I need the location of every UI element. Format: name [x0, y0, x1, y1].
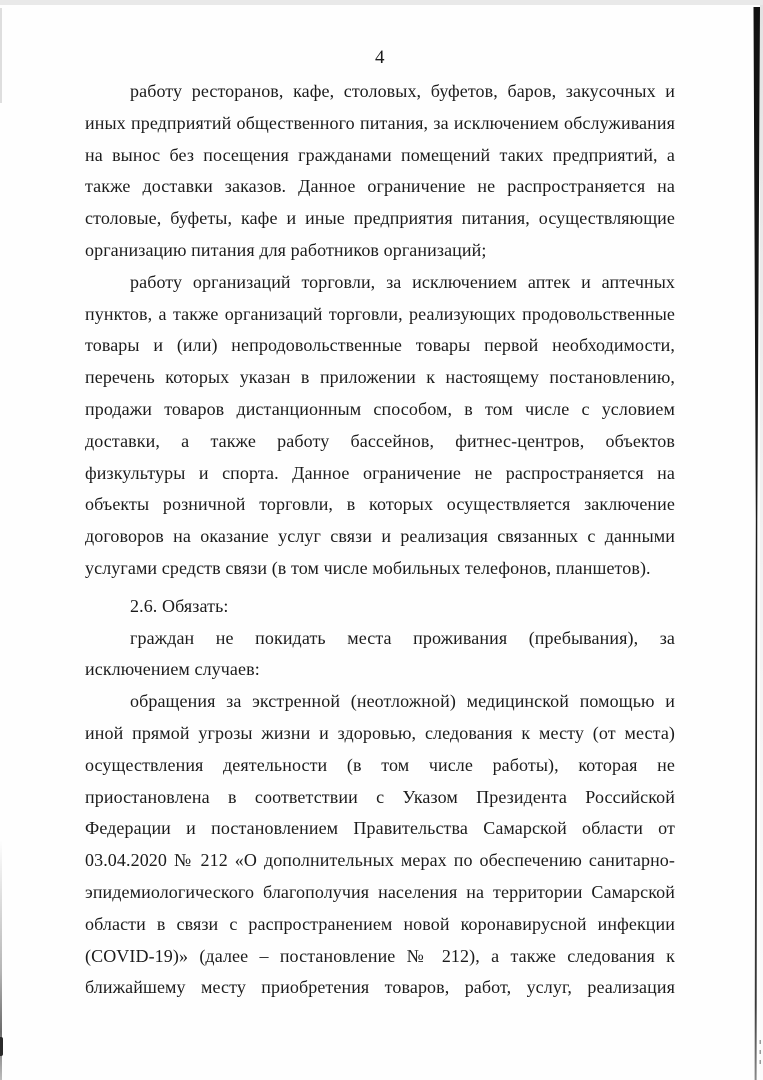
- text-line: пунктов, а также организаций торговли, реализующих продовольственные: [85, 303, 675, 324]
- text-line: ближайшему месту приобретения товаров, работ, услуг, реализация: [85, 977, 675, 998]
- text-line: на вынос без посещения гражданами помещений таких предприятий, а: [85, 144, 675, 165]
- text-line: работу организаций торговли, за исключением аптек и аптечных: [130, 271, 675, 292]
- scan-top-edge: [0, 0, 763, 5]
- paragraph: [85, 267, 675, 585]
- text-line: перечень которых указан в приложении к настоящему постановлению,: [85, 367, 675, 388]
- text-line: услугами средств связи (в том числе мобильных телефонов, планшетов).: [85, 557, 651, 578]
- text-line: договоров на оказание услуг связи и реализация связанных с данными: [85, 526, 675, 547]
- text-line: доставки, а также работу бассейнов, фитнес-центров, объектов: [85, 430, 675, 451]
- section-heading-paragraph: [85, 591, 675, 623]
- text-line: области в связи с распространением новой коронавирусной инфекции: [85, 913, 675, 934]
- text-line: физкультуры и спорта. Данное ограничение не распространяется на: [85, 462, 675, 483]
- text-line: также доставки заказов. Данное ограничение не распространяется на: [85, 176, 675, 197]
- text-line: 2.6. Обязать:: [130, 595, 229, 616]
- text-line: иных предприятий общественного питания, за исключением обслуживания: [85, 112, 675, 133]
- text-line: граждан не покидать места проживания (пребывания), за: [130, 627, 675, 648]
- text-line: эпидемиологического благополучия населения на территории Самарской: [85, 881, 675, 902]
- text-line: 03.04.2020 № 212 «О дополнительных мерах по обеспечению санитарно-: [85, 850, 675, 871]
- scan-left-edge-top: [0, 8, 2, 103]
- paragraph: [85, 76, 675, 267]
- text-line: приостановлена в соответствии с Указом Президента Российской: [85, 786, 675, 807]
- paragraph: [85, 686, 675, 1004]
- paragraph: [85, 623, 675, 687]
- text-line: организацию питания для работников организаций;: [85, 239, 487, 260]
- text-line: осуществления деятельности (в том числе работы), которая не: [85, 754, 675, 775]
- text-line: объекты розничной торговли, в которых осуществляется заключение: [85, 494, 675, 515]
- text-line: Федерации и постановлением Правительства Самарской области от: [85, 818, 675, 839]
- text-line: столовые, буфеты, кафе и иные предприятия питания, осуществляющие: [85, 208, 675, 229]
- text-line: (COVID-19)» (далее – постановление № 212), а также следования к: [85, 945, 675, 966]
- text-line: товары и (или) непродовольственные товары первой необходимости,: [85, 335, 675, 356]
- document-body: [85, 47, 675, 1004]
- scan-left-nick: [0, 1037, 3, 1056]
- paragraph-container: [85, 76, 675, 1004]
- page-number: 4: [375, 47, 385, 68]
- text-line: продажи товаров дистанционным способом, в том числе с условием: [85, 398, 675, 419]
- text-line: обращения за экстренной (неотложной) медицинской помощью и: [130, 691, 675, 712]
- text-line: исключением случаев:: [85, 659, 260, 680]
- text-line: работу ресторанов, кафе, столовых, буфетов, баров, закусочных и: [130, 81, 675, 101]
- text-line: иной прямой угрозы жизни и здоровью, следования к месту (от места): [85, 722, 675, 743]
